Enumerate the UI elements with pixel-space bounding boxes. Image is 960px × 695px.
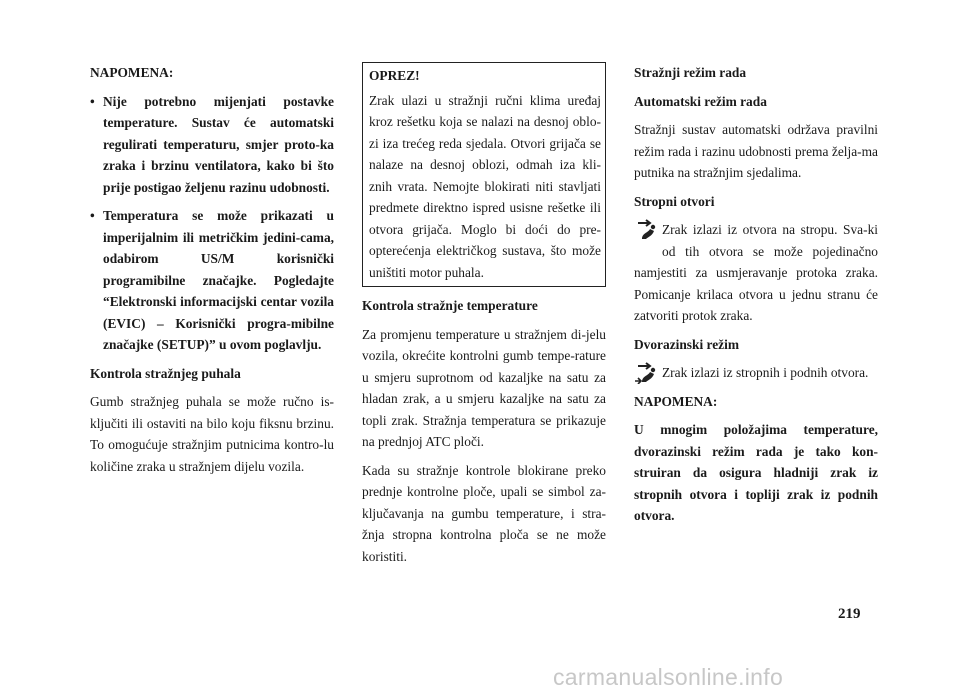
bullet-item <box>90 205 334 356</box>
caution-heading: OPREZ! <box>369 68 420 83</box>
note-heading-right: NAPOMENA: <box>634 393 718 409</box>
section-heading-rear-temperature: Kontrola stražnje temperature <box>362 298 538 313</box>
bilevel-vent-icon <box>634 362 660 384</box>
left-column <box>90 62 334 484</box>
heading-rear-mode: Stražnji režim rada <box>634 65 747 80</box>
middle-column <box>362 62 606 574</box>
page-number: 219 <box>838 606 861 622</box>
bullet-text: Temperatura se može prikazati u imperijalnim ili metričkim jedini-cama, odabirom US/M korisnički programibilne značajke. Pogledajte “Elektronski informacijski centar vozila (EVIC) – Korisnički progra-mibilne značajke (SETUP)” u ovom poglavlju. <box>103 208 334 352</box>
ceiling-vents-text: Zrak izlazi iz otvora na stropu. Sva-ki od tih otvora se može pojedinačno namjestiti za usmjeravanje protoka zraka. Pomicanje krilaca otvora u jednu stranu će zatvoriti protok zraka. <box>634 222 878 323</box>
paragraph-temperature-2: Kada su stražnje kontrole blokirane preko prednje kontrolne ploče, upali se simbol za-ključavanja na gumbu temperature, i stra-žnja stropna kontrolna ploča se ne može koristiti. <box>362 462 606 564</box>
paragraph-bilevel-mode <box>634 362 878 384</box>
section-heading-rear-blower: Kontrola stražnjeg puhala <box>90 365 241 381</box>
note-bullets <box>90 91 334 356</box>
right-column <box>634 62 878 534</box>
paragraph-ceiling-vents <box>634 219 878 327</box>
bullet-text: Nije potrebno mijenjati postavke temperature. Sustav će automatski regulirati temperaturu, smjer proto-ka zraka i brzinu ventilatora, kako bi što prije postigao željenu razinu udobnosti. <box>103 93 334 195</box>
paragraph-temperature-1: Za promjenu temperature u stražnjem di-jelu vozila, okrećite kontrolni gumb tempe-rature u smjeru suprotnom od kazaljke na satu za hladan zrak, a u smjeru kazaljke na satu za topli zrak. Stražnja temperatura se prikazuje na prednjoj ATC ploči. <box>362 326 606 449</box>
paragraph-rear-blower: Gumb stražnjeg puhala se može ručno is-ključiti ili ostaviti na bilo koju fiksnu brzinu. To omogućuje stražnjim putnicima kontro-lu količine zraka u stražnjem dijelu vozila. <box>90 394 334 474</box>
heading-ceiling-vents: Stropni otvori <box>634 193 715 209</box>
caution-text: Zrak ulazi u stražnji ručni klima uređaj kroz rešetku koja se nalazi na desnoj oblo-zi iza trećeg reda sjedala. Otvori grijača se nalaze na desnoj oblozi, odmah iza kli-znih vrata. Nemojte blokirati niti stavljati predmete direktno ispred usisne rešetke ili otvora grijača. Moglo bi doći do pre-opterećenja električkog sustava, što može uništiti motor puhala. <box>369 92 601 280</box>
heading-bilevel-mode: Dvorazinski režim <box>634 336 739 352</box>
note-heading: NAPOMENA: <box>90 65 174 80</box>
heading-auto-mode: Automatski režim rada <box>634 93 767 109</box>
paragraph-auto-mode: Stražnji sustav automatski održava pravilni režim rada i razinu udobnosti prema želja-ma putnika na stražnjim sjedalima. <box>634 122 878 180</box>
bullet-dot: • <box>90 93 95 109</box>
bullet-dot: • <box>90 208 95 223</box>
note-text-right: U mnogim položajima temperature, dvorazinski režim rada je tako kon-struiran da osigura hladniji zrak iz stropnih otvora i topliji zrak iz podnih otvora. <box>634 422 878 523</box>
watermark: carmanualsonline.info <box>553 664 784 690</box>
bilevel-text: Zrak izlazi iz stropnih i podnih otvora. <box>662 365 869 380</box>
bullet-item <box>90 91 334 199</box>
ceiling-vent-icon <box>634 219 660 241</box>
caution-box <box>362 62 606 287</box>
